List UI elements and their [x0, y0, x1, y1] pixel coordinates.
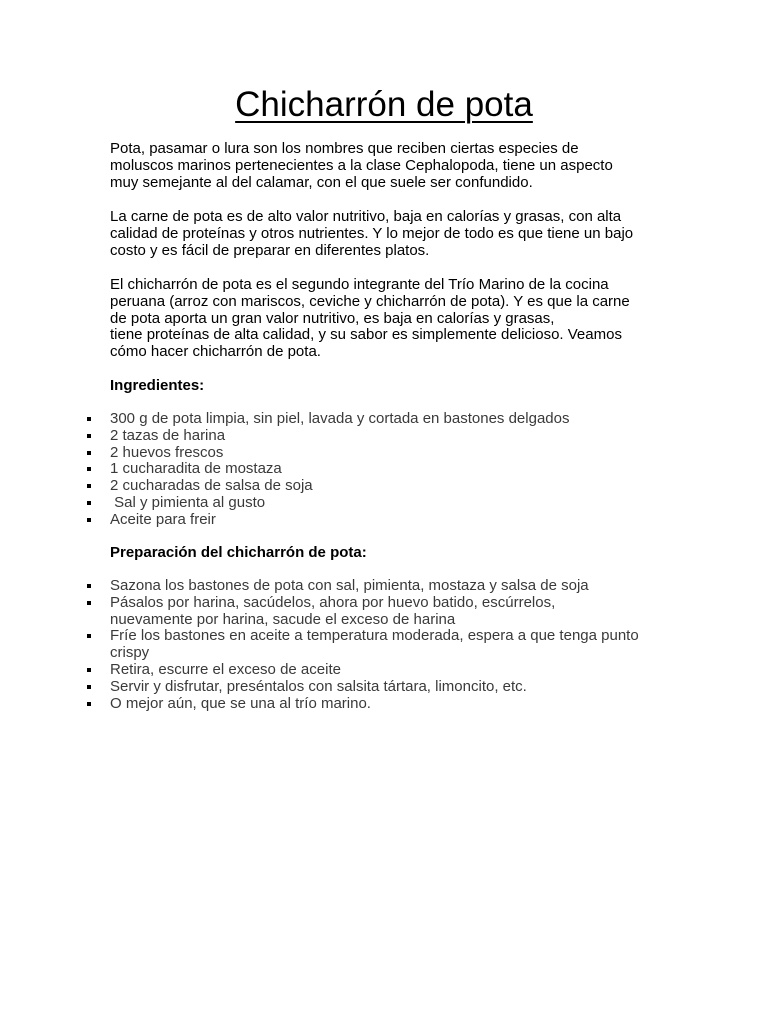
list-item — [0, 445, 670, 462]
ingredients-heading: Ingredientes: — [110, 377, 205, 394]
ingredient-text: 2 tazas de harina — [110, 426, 226, 444]
trio-marino-paragraph: El chicharrón de pota es el segundo integrante del Trío Marino de la cocina peruana (arroz con mariscos, ceviche y chicharrón de pota). Y es que la carne de pota aporta un gran valor nutritivo, es baja en calorías y grasas, tiene proteínas de alta calidad, y su sabor es simplemente delicioso. Veamos cómo hacer chicharrón de pota. — [110, 276, 630, 361]
square-bullet-icon — [87, 601, 91, 605]
ingredient-text: 2 huevos frescos — [110, 443, 224, 461]
ingredient-text: 1 cucharadita de mostaza — [110, 460, 282, 478]
list-item — [0, 595, 670, 629]
list-item — [0, 578, 670, 595]
square-bullet-icon — [87, 417, 91, 421]
page-title: Chicharrón de pota — [235, 85, 533, 124]
step-text: Servir y disfrutar, preséntalos con salsita tártara, limoncito, etc. — [110, 677, 527, 695]
list-item — [0, 495, 670, 512]
square-bullet-icon — [87, 434, 91, 438]
ingredient-text: Aceite para freir — [110, 510, 216, 528]
square-bullet-icon — [87, 685, 91, 689]
square-bullet-icon — [87, 467, 91, 471]
square-bullet-icon — [87, 451, 91, 455]
list-item — [0, 696, 670, 713]
list-item — [0, 428, 670, 445]
nutrition-paragraph: La carne de pota es de alto valor nutritivo, baja en calorías y grasas, con alta calidad de proteínas y otros nutrientes. Y lo mejor de todo es que tiene un bajo costo y es fácil de preparar en diferentes platos. — [110, 208, 634, 259]
list-item — [0, 679, 670, 696]
intro-paragraph: Pota, pasamar o lura son los nombres que reciben ciertas especies de moluscos marinos pertenecientes a la clase Cephalopoda, tiene un aspecto muy semejante al del calamar, con el que suele ser confundido. — [110, 140, 613, 191]
list-item — [0, 478, 670, 495]
step-text: Retira, escurre el exceso de aceite — [110, 660, 341, 678]
ingredients-list — [0, 411, 768, 529]
square-bullet-icon — [87, 501, 91, 505]
step-text: O mejor aún, que se una al trío marino. — [110, 694, 371, 712]
list-item — [0, 461, 670, 478]
square-bullet-icon — [87, 634, 91, 638]
square-bullet-icon — [87, 518, 91, 522]
list-item — [0, 512, 670, 529]
square-bullet-icon — [87, 668, 91, 672]
step-text: Fríe los bastones en aceite a temperatura moderada, espera a que tenga punto crispy — [110, 627, 639, 662]
list-item — [0, 662, 670, 679]
ingredient-text: Sal y pimienta al gusto — [110, 493, 266, 511]
ingredient-text: 2 cucharadas de salsa de soja — [110, 477, 313, 495]
ingredient-text: 300 g de pota limpia, sin piel, lavada y cortada en bastones delgados — [110, 410, 570, 427]
square-bullet-icon — [87, 484, 91, 488]
square-bullet-icon — [87, 702, 91, 706]
preparation-heading: Preparación del chicharrón de pota: — [110, 544, 367, 561]
step-text: Pásalos por harina, sacúdelos, ahora por huevo batido, escúrrelos, nuevamente por harina, sacude el exceso de harina — [110, 593, 556, 628]
list-item — [0, 411, 670, 428]
list-item — [0, 628, 670, 662]
step-text: Sazona los bastones de pota con sal, pimienta, mostaza y salsa de soja — [110, 577, 589, 594]
square-bullet-icon — [87, 584, 91, 588]
preparation-list — [0, 578, 768, 712]
